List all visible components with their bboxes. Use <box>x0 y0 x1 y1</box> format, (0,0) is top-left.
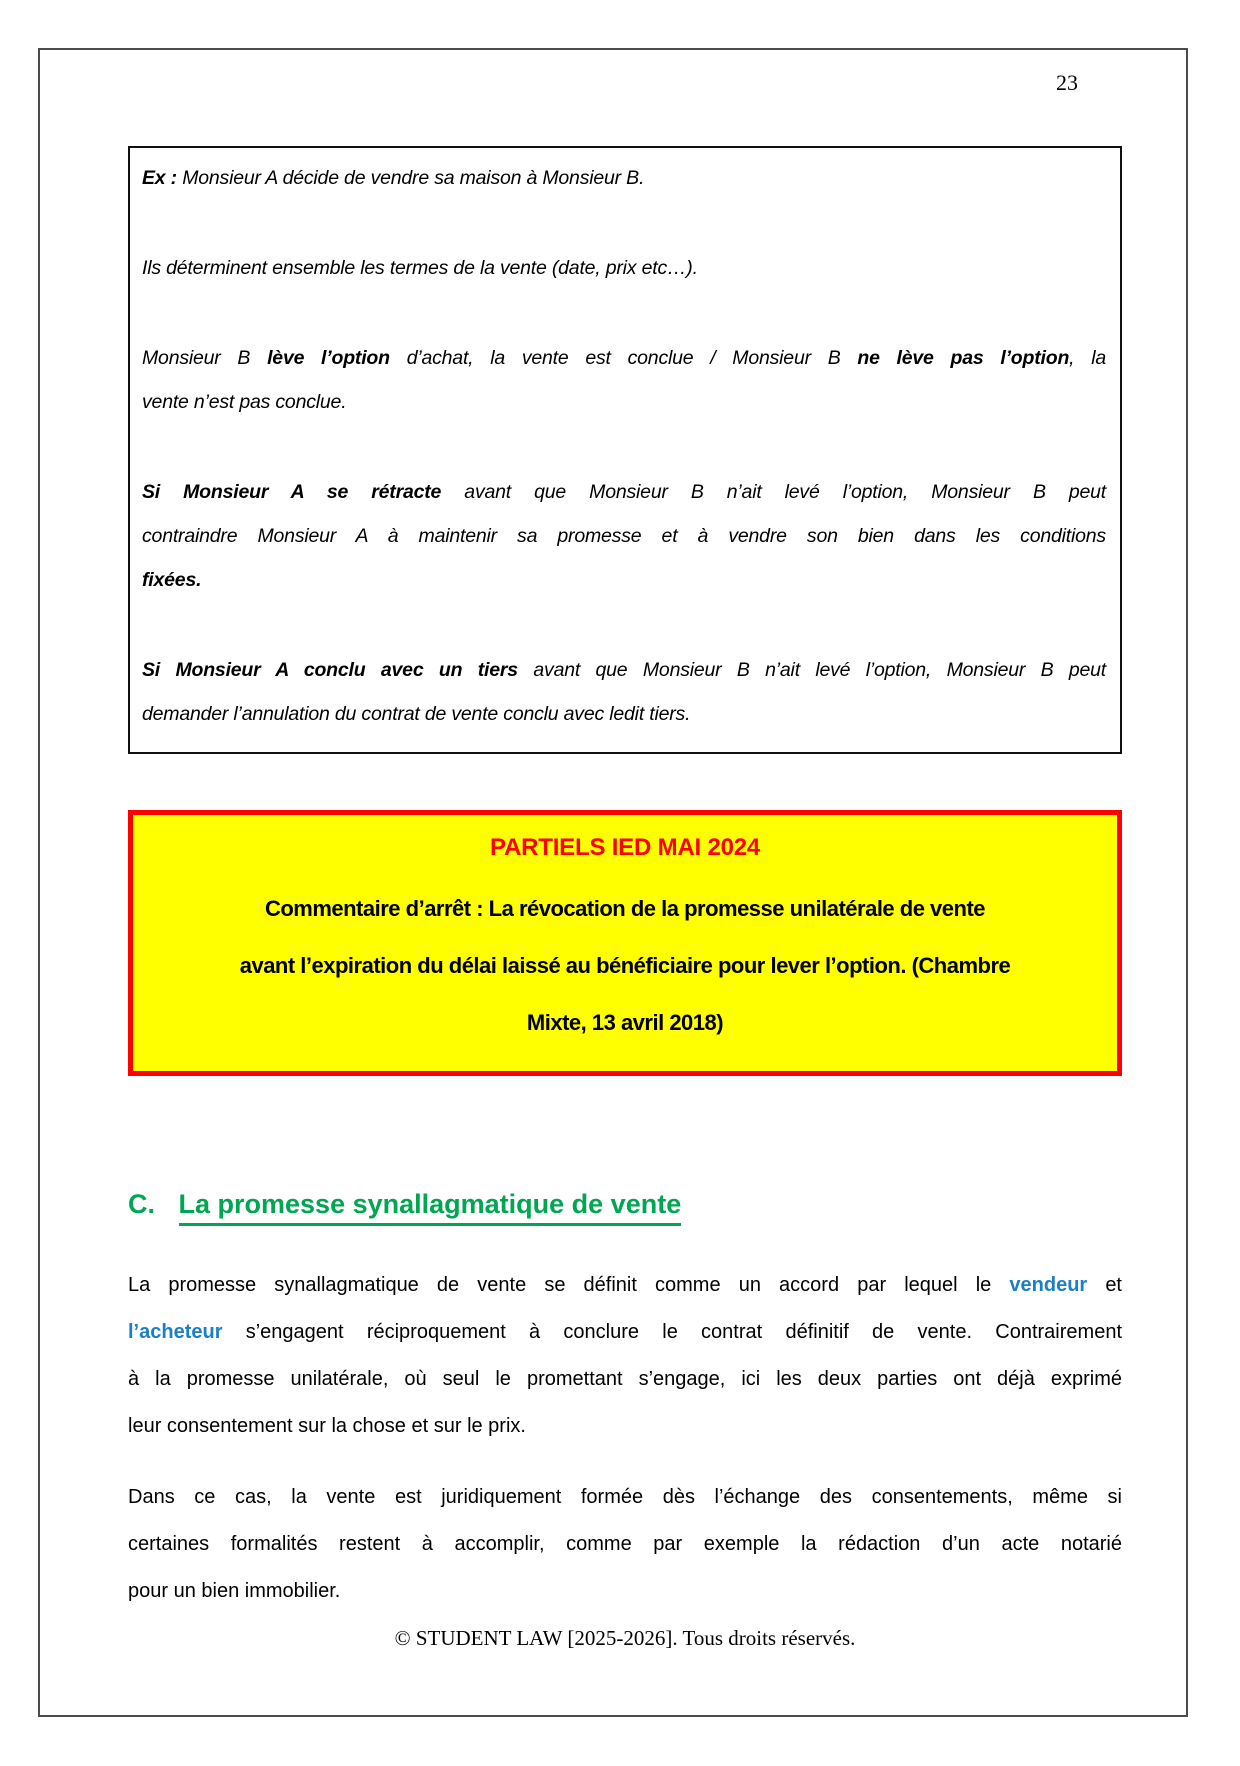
paragraph <box>128 1262 1122 1450</box>
text-line <box>142 470 1106 514</box>
text-segment: avant que Monsieur B n’ait levé l’option, Monsieur B peut <box>517 659 1106 681</box>
section-title: La promesse synallagmatique de vente <box>179 1188 682 1226</box>
text-line <box>128 1309 1122 1356</box>
text-line <box>142 692 1106 736</box>
banner-line: Commentaire d’arrêt : La révocation de la promesse unilatérale de vente <box>264 896 986 921</box>
text-line <box>128 1403 1122 1450</box>
text-line <box>142 380 1106 424</box>
paragraph <box>142 648 1106 736</box>
text-line <box>128 1568 1122 1615</box>
text-line <box>128 1474 1122 1521</box>
text-line <box>142 246 1106 290</box>
text-segment: La promesse synallagmatique de vente se définit comme un accord par lequel le <box>128 1274 1010 1296</box>
banner-title: PARTIELS IED MAI 2024 <box>489 834 761 861</box>
text-segment: Dans ce cas, la vente est juridiquement formée dès l’échange des consentements, même si <box>128 1486 1122 1508</box>
section-heading <box>128 1188 681 1226</box>
text-segment: s’engagent réciproquement à conclure le contrat définitif de vente. Contrairement <box>222 1321 1122 1343</box>
text-line <box>142 514 1106 558</box>
text-segment: certaines formalités restent à accomplir, comme par exemple la rédaction d’un acte notarié <box>128 1533 1122 1555</box>
body-paragraph-1 <box>128 1262 1122 1450</box>
text-segment: Monsieur A décide de vendre sa maison à Monsieur B. <box>182 167 645 189</box>
text-segment: Ex : <box>142 167 183 189</box>
text-segment: Si Monsieur A conclu avec un tiers <box>142 659 518 681</box>
text-segment: vente n’est pas conclue. <box>142 391 347 413</box>
body-paragraph-2 <box>128 1474 1122 1615</box>
banner-line: Mixte, 13 avril 2018) <box>526 1010 724 1035</box>
text-segment: Ils déterminent ensemble les termes de la vente (date, prix etc…). <box>142 257 698 279</box>
text-line <box>142 156 1106 200</box>
example-box <box>128 146 1122 754</box>
exam-banner <box>128 810 1122 1076</box>
text-segment: d’achat, la vente est conclue / Monsieur B <box>389 347 858 369</box>
text-segment: lève l’option <box>267 347 390 369</box>
text-line <box>142 558 1106 602</box>
text-line <box>142 648 1106 692</box>
text-segment: fixées. <box>142 569 202 591</box>
text-segment: Si Monsieur A se rétracte <box>142 481 442 503</box>
text-segment: à la promesse unilatérale, où seul le promettant s’engage, ici les deux parties ont déjà exprimé <box>128 1368 1122 1390</box>
section-label: C. <box>128 1189 155 1219</box>
text-segment: demander l’annulation du contrat de vente conclu avec ledit tiers. <box>142 703 691 725</box>
page-number: 23 <box>1056 70 1078 95</box>
text-line <box>128 1521 1122 1568</box>
paragraph <box>128 1474 1122 1615</box>
text-segment: et <box>1087 1274 1122 1296</box>
text-segment: avant que Monsieur B n’ait levé l’option, Monsieur B peut <box>441 481 1107 503</box>
text-segment: Monsieur B <box>142 347 268 369</box>
text-line <box>128 1356 1122 1403</box>
paragraph <box>142 156 1106 200</box>
footer-copyright: © STUDENT LAW [2025-2026]. Tous droits réservés. <box>394 1626 856 1650</box>
text-segment: leur consentement sur la chose et sur le prix. <box>128 1415 526 1437</box>
banner-line: avant l’expiration du délai laissé au bénéficiaire pour lever l’option. (Chambre <box>239 953 1011 978</box>
paragraph <box>142 246 1106 290</box>
text-line <box>142 336 1106 380</box>
banner-body <box>145 880 1105 1051</box>
paragraph <box>142 336 1106 424</box>
text-segment: l’acheteur <box>128 1321 223 1343</box>
text-segment: ne lève pas l’option <box>857 347 1070 369</box>
paragraph <box>142 470 1106 602</box>
text-line <box>128 1262 1122 1309</box>
text-segment: contraindre Monsieur A à maintenir sa promesse et à vendre son bien dans les conditions <box>142 525 1106 547</box>
text-segment: vendeur <box>1009 1274 1088 1296</box>
text-segment: pour un bien immobilier. <box>128 1580 341 1602</box>
text-segment: , la <box>1069 347 1106 369</box>
